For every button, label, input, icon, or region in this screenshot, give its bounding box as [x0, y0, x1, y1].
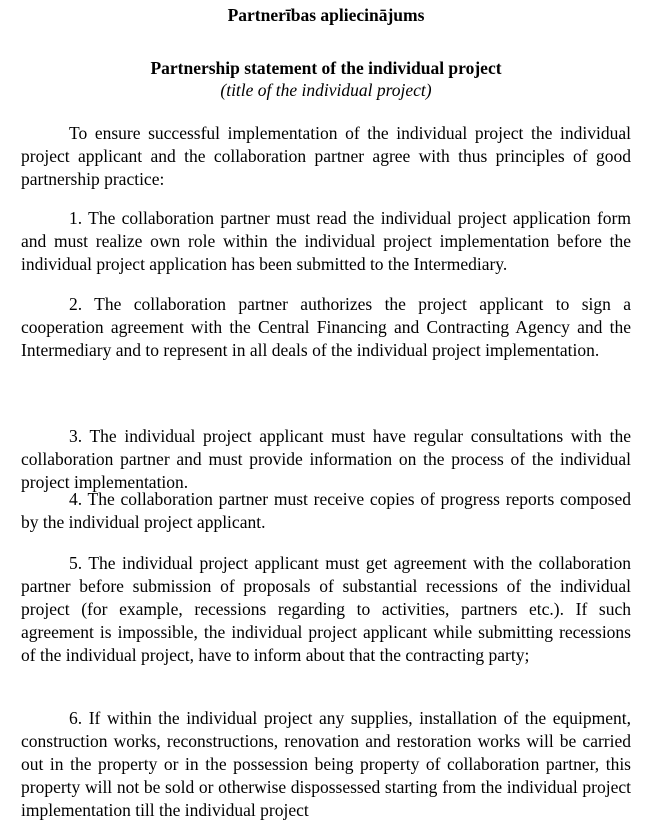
- document-subtitle: (title of the individual project): [220, 80, 432, 100]
- principle-paragraph-3: 3. The individual project applicant must have regular consultations with the collaboration partner and must provide information on the process of the individual project implementation.: [21, 426, 631, 492]
- principle-paragraph-6: 6. If within the individual project any supplies, installation of the equipment, construction works, reconstructions, renovation and restoration works will be carried out in the property or in the possession being property of collaboration partner, this property will not be sold or otherwise dispossessed starting from the individual project implementation till the individual project: [21, 708, 631, 820]
- principle-paragraph-5: 5. The individual project applicant must get agreement with the collaboration partner before submission of proposals of substantial recessions of the individual project (for example, recessions regarding to activities, partners etc.). If such agreement is impossible, the individual project applicant while submitting recessions of the individual project, have to inform about that the contracting party;: [21, 553, 631, 665]
- document-title-latvian: Partnerības apliecinājums: [227, 5, 425, 25]
- principle-paragraph-4: 4. The collaboration partner must receive copies of progress reports composed by the individual project applicant.: [21, 489, 631, 532]
- principle-paragraph-1: 1. The collaboration partner must read the individual project application form and must realize own role within the individual project implementation before the individual project application has been submitted to the Intermediary.: [21, 208, 631, 274]
- principle-paragraph-2: 2. The collaboration partner authorizes the project applicant to sign a cooperation agreement with the Central Financing and Contracting Agency and the Intermediary and to represent in all deals of the individual project implementation.: [21, 294, 631, 360]
- document-title-english: Partnership statement of the individual project: [150, 58, 502, 78]
- intro-paragraph: To ensure successful implementation of the individual project the individual project applicant and the collaboration partner agree with thus principles of good partnership practice:: [21, 123, 631, 189]
